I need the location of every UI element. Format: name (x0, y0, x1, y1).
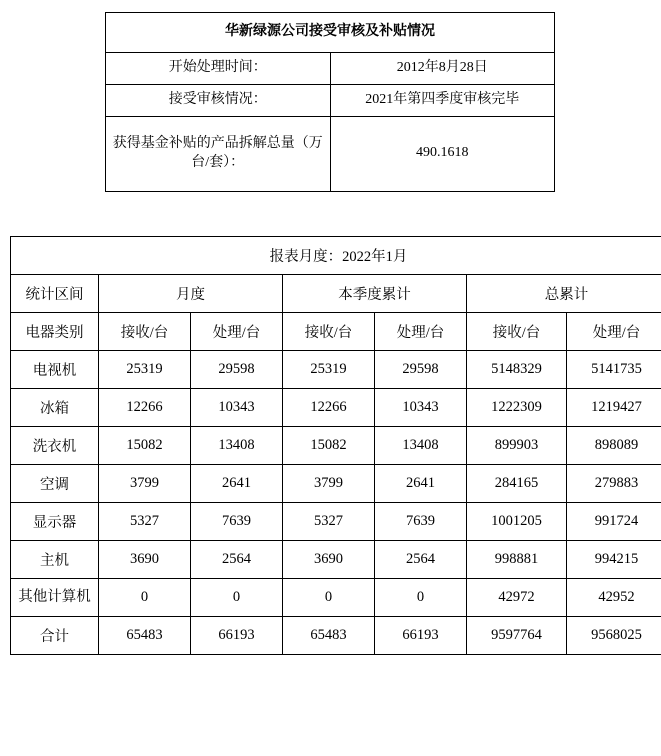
cell-value: 2564 (375, 541, 467, 579)
report-table-container (10, 236, 651, 655)
cell-value: 29598 (375, 351, 467, 389)
summary-row (106, 84, 555, 116)
cell-value: 42972 (467, 579, 567, 617)
summary-title: 华新绿源公司接受审核及补贴情况 (106, 13, 555, 53)
cell-value: 66193 (375, 617, 467, 655)
cell-value: 898089 (567, 427, 661, 465)
cell-value: 5141735 (567, 351, 661, 389)
cell-value: 0 (99, 579, 191, 617)
cell-value: 7639 (191, 503, 283, 541)
cell-value: 5148329 (467, 351, 567, 389)
summary-title-row (106, 13, 555, 53)
group-header-label: 统计区间 (11, 275, 99, 313)
table-row (11, 389, 661, 427)
row-category: 洗衣机 (11, 427, 99, 465)
cell-value: 25319 (99, 351, 191, 389)
cell-value: 2641 (375, 465, 467, 503)
row-category: 其他计算机 (11, 579, 99, 617)
table-row (11, 351, 661, 389)
cell-value: 3690 (283, 541, 375, 579)
cell-value: 3799 (99, 465, 191, 503)
sub-header-total-processed: 处理/台 (567, 313, 661, 351)
summary-table (105, 12, 555, 192)
summary-value-subsidy-total: 490.1618 (330, 116, 555, 191)
sub-header-quarter-received: 接收/台 (283, 313, 375, 351)
row-category: 空调 (11, 465, 99, 503)
category-header: 电器类别 (11, 313, 99, 351)
cell-value: 279883 (567, 465, 661, 503)
cell-value: 15082 (99, 427, 191, 465)
summary-table-container (105, 12, 555, 192)
summary-row (106, 52, 555, 84)
table-row (11, 579, 661, 617)
summary-row (106, 116, 555, 191)
report-group-header-row (11, 275, 661, 313)
cell-value: 284165 (467, 465, 567, 503)
cell-value: 13408 (375, 427, 467, 465)
cell-value: 1222309 (467, 389, 567, 427)
cell-value: 0 (283, 579, 375, 617)
report-month-row (11, 237, 661, 275)
row-category: 显示器 (11, 503, 99, 541)
table-row (11, 503, 661, 541)
cell-value: 0 (191, 579, 283, 617)
table-row (11, 541, 661, 579)
report-sub-header-row (11, 313, 661, 351)
table-row (11, 465, 661, 503)
cell-value: 5327 (283, 503, 375, 541)
sub-header-monthly-processed: 处理/台 (191, 313, 283, 351)
report-month-label: 报表月度：2022年1月 (11, 237, 661, 275)
cell-value: 1219427 (567, 389, 661, 427)
cell-value: 13408 (191, 427, 283, 465)
cell-value: 12266 (99, 389, 191, 427)
cell-value: 1001205 (467, 503, 567, 541)
cell-value: 9597764 (467, 617, 567, 655)
summary-label-subsidy-total: 获得基金补贴的产品拆解总量（万台/套）： (106, 116, 331, 191)
cell-value: 65483 (283, 617, 375, 655)
cell-value: 9568025 (567, 617, 661, 655)
row-category: 冰箱 (11, 389, 99, 427)
cell-value: 3799 (283, 465, 375, 503)
summary-label-audit-status: 接受审核情况： (106, 84, 331, 116)
report-table (10, 236, 661, 655)
cell-value: 65483 (99, 617, 191, 655)
row-category: 合计 (11, 617, 99, 655)
cell-value: 15082 (283, 427, 375, 465)
cell-value: 899903 (467, 427, 567, 465)
group-header-quarter: 本季度累计 (283, 275, 467, 313)
cell-value: 0 (375, 579, 467, 617)
group-header-total: 总累计 (467, 275, 661, 313)
summary-value-audit-status: 2021年第四季度审核完毕 (330, 84, 555, 116)
cell-value: 5327 (99, 503, 191, 541)
cell-value: 2564 (191, 541, 283, 579)
sub-header-quarter-processed: 处理/台 (375, 313, 467, 351)
cell-value: 42952 (567, 579, 661, 617)
cell-value: 2641 (191, 465, 283, 503)
cell-value: 991724 (567, 503, 661, 541)
group-header-monthly: 月度 (99, 275, 283, 313)
sub-header-total-received: 接收/台 (467, 313, 567, 351)
row-category: 主机 (11, 541, 99, 579)
cell-value: 998881 (467, 541, 567, 579)
cell-value: 7639 (375, 503, 467, 541)
table-row-total (11, 617, 661, 655)
table-row (11, 427, 661, 465)
summary-value-start-time: 2012年8月28日 (330, 52, 555, 84)
cell-value: 10343 (191, 389, 283, 427)
cell-value: 29598 (191, 351, 283, 389)
cell-value: 10343 (375, 389, 467, 427)
cell-value: 12266 (283, 389, 375, 427)
sub-header-monthly-received: 接收/台 (99, 313, 191, 351)
row-category: 电视机 (11, 351, 99, 389)
cell-value: 25319 (283, 351, 375, 389)
cell-value: 66193 (191, 617, 283, 655)
summary-label-start-time: 开始处理时间： (106, 52, 331, 84)
cell-value: 994215 (567, 541, 661, 579)
cell-value: 3690 (99, 541, 191, 579)
